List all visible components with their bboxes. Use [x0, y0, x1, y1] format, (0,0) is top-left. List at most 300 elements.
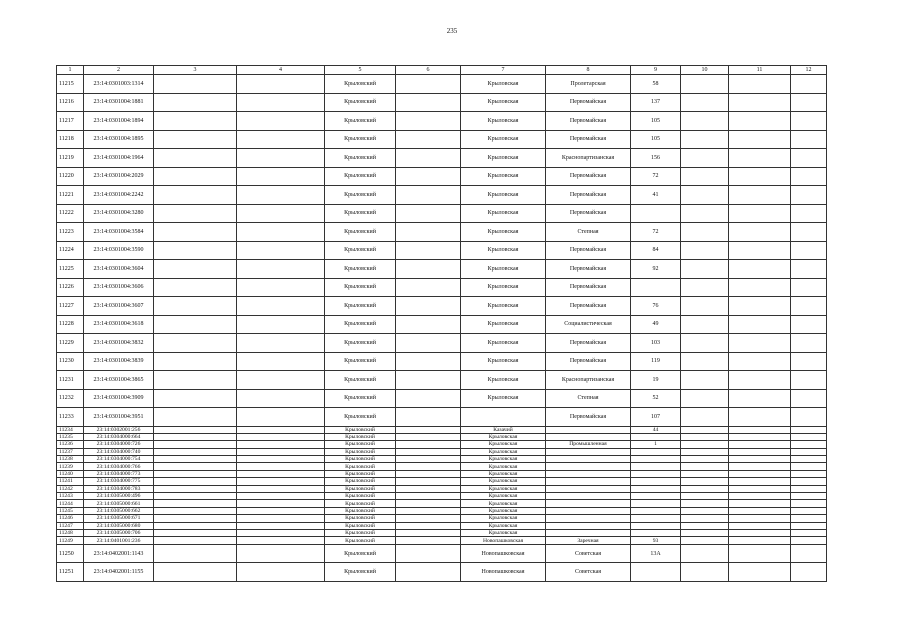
empty-cell	[396, 433, 461, 440]
row-number-cell: 11235	[57, 433, 84, 440]
settlement-cell: Крыловская	[461, 493, 546, 500]
cadastral-number-cell: 23:14:0305000:706	[84, 529, 154, 536]
empty-cell	[154, 500, 237, 507]
empty-cell	[396, 408, 461, 427]
empty-cell	[681, 167, 729, 186]
street-cell	[546, 515, 631, 522]
settlement-cell: Крыловская	[461, 297, 546, 316]
settlement-cell: Крыловская	[461, 529, 546, 536]
empty-cell	[396, 112, 461, 131]
empty-cell	[237, 537, 325, 544]
district-cell: Крыловский	[325, 441, 396, 448]
table-row	[57, 507, 827, 514]
house-number-cell: 119	[631, 352, 681, 371]
settlement-cell: Крыловская	[461, 278, 546, 297]
empty-cell	[681, 537, 729, 544]
row-number-cell: 11232	[57, 389, 84, 408]
empty-cell	[729, 186, 791, 205]
empty-cell	[154, 315, 237, 334]
settlement-cell: Крыловская	[461, 515, 546, 522]
district-cell: Крыловский	[325, 223, 396, 242]
empty-cell	[681, 493, 729, 500]
column-header: 7	[461, 66, 546, 75]
empty-cell	[729, 408, 791, 427]
empty-cell	[237, 433, 325, 440]
empty-cell	[791, 186, 827, 205]
empty-cell	[237, 371, 325, 390]
street-cell	[546, 470, 631, 477]
settlement-cell: Крыловская	[461, 204, 546, 223]
table-row	[57, 522, 827, 529]
cadastral-number-cell: 23:14:0304000:664	[84, 433, 154, 440]
empty-cell	[396, 204, 461, 223]
empty-cell	[681, 315, 729, 334]
empty-cell	[154, 529, 237, 536]
row-number-cell: 11220	[57, 167, 84, 186]
table-row	[57, 500, 827, 507]
street-cell	[546, 448, 631, 455]
empty-cell	[729, 441, 791, 448]
empty-cell	[791, 515, 827, 522]
empty-cell	[237, 278, 325, 297]
empty-cell	[237, 93, 325, 112]
empty-cell	[396, 493, 461, 500]
empty-cell	[729, 334, 791, 353]
empty-cell	[237, 563, 325, 582]
row-number-cell: 11237	[57, 448, 84, 455]
empty-cell	[791, 241, 827, 260]
empty-cell	[791, 334, 827, 353]
row-number-cell: 11217	[57, 112, 84, 131]
street-cell: Степная	[546, 223, 631, 242]
house-number-cell: 58	[631, 75, 681, 94]
house-number-cell	[631, 563, 681, 582]
row-number-cell: 11228	[57, 315, 84, 334]
empty-cell	[154, 485, 237, 492]
cadastral-number-cell: 23:14:0301004:1895	[84, 130, 154, 149]
street-cell	[546, 500, 631, 507]
empty-cell	[791, 426, 827, 433]
row-number-cell: 11222	[57, 204, 84, 223]
column-header: 8	[546, 66, 631, 75]
street-cell: Первомайская	[546, 408, 631, 427]
cadastral-number-cell: 23:14:0301004:1881	[84, 93, 154, 112]
street-cell	[546, 433, 631, 440]
empty-cell	[791, 463, 827, 470]
house-number-cell	[631, 515, 681, 522]
house-number-cell	[631, 456, 681, 463]
empty-cell	[154, 297, 237, 316]
house-number-cell: 137	[631, 93, 681, 112]
empty-cell	[154, 389, 237, 408]
house-number-cell: 92	[631, 260, 681, 279]
house-number-cell: 19	[631, 371, 681, 390]
row-number-cell: 11244	[57, 500, 84, 507]
empty-cell	[396, 315, 461, 334]
table-row	[57, 493, 827, 500]
empty-cell	[729, 507, 791, 514]
settlement-cell: Крыловская	[461, 241, 546, 260]
row-number-cell: 11247	[57, 522, 84, 529]
empty-cell	[681, 485, 729, 492]
cadastral-number-cell: 23:14:0402001:1143	[84, 544, 154, 563]
street-cell: Краснопартизанская	[546, 371, 631, 390]
empty-cell	[237, 352, 325, 371]
district-cell: Крыловский	[325, 456, 396, 463]
street-cell: Краснопартизанская	[546, 149, 631, 168]
street-cell	[546, 529, 631, 536]
column-header: 10	[681, 66, 729, 75]
empty-cell	[396, 167, 461, 186]
empty-cell	[729, 315, 791, 334]
house-number-cell: 1	[631, 441, 681, 448]
empty-cell	[237, 529, 325, 536]
district-cell: Крыловский	[325, 130, 396, 149]
empty-cell	[791, 130, 827, 149]
empty-cell	[791, 544, 827, 563]
empty-cell	[791, 470, 827, 477]
settlement-cell: Крыловская	[461, 371, 546, 390]
empty-cell	[681, 241, 729, 260]
empty-cell	[237, 544, 325, 563]
settlement-cell: Крыловская	[461, 478, 546, 485]
empty-cell	[154, 463, 237, 470]
district-cell: Крыловский	[325, 352, 396, 371]
empty-cell	[237, 478, 325, 485]
district-cell: Крыловский	[325, 522, 396, 529]
column-header: 2	[84, 66, 154, 75]
empty-cell	[729, 278, 791, 297]
row-number-cell: 11248	[57, 529, 84, 536]
settlement-cell: Крыловская	[461, 500, 546, 507]
cadastral-number-cell: 23:14:0301004:2242	[84, 186, 154, 205]
empty-cell	[154, 204, 237, 223]
row-number-cell: 11224	[57, 241, 84, 260]
empty-cell	[237, 223, 325, 242]
house-number-cell	[631, 493, 681, 500]
empty-cell	[791, 75, 827, 94]
table-row	[57, 389, 827, 408]
street-cell: Советская	[546, 544, 631, 563]
settlement-cell: Крыловская	[461, 463, 546, 470]
empty-cell	[791, 315, 827, 334]
settlement-cell: Новопашковская	[461, 537, 546, 544]
cadastral-number-cell: 23:14:0301004:3618	[84, 315, 154, 334]
settlement-cell: Крыловская	[461, 522, 546, 529]
empty-cell	[791, 478, 827, 485]
empty-cell	[154, 167, 237, 186]
cadastral-number-cell: 23:14:0301004:3606	[84, 278, 154, 297]
empty-cell	[681, 186, 729, 205]
empty-cell	[729, 130, 791, 149]
empty-cell	[237, 470, 325, 477]
row-number-cell: 11238	[57, 456, 84, 463]
settlement-cell: Крыловская	[461, 441, 546, 448]
column-header: 12	[791, 66, 827, 75]
row-number-cell: 11230	[57, 352, 84, 371]
district-cell: Крыловский	[325, 334, 396, 353]
empty-cell	[154, 515, 237, 522]
cadastral-number-cell: 23:14:0304000:726	[84, 441, 154, 448]
house-number-cell	[631, 470, 681, 477]
empty-cell	[154, 470, 237, 477]
cadastral-number-cell: 23:14:0301004:3839	[84, 352, 154, 371]
empty-cell	[791, 352, 827, 371]
street-cell: Первомайская	[546, 297, 631, 316]
house-number-cell	[631, 529, 681, 536]
empty-cell	[681, 278, 729, 297]
row-number-cell: 11227	[57, 297, 84, 316]
settlement-cell: Крыловская	[461, 149, 546, 168]
house-number-cell: 41	[631, 186, 681, 205]
empty-cell	[681, 371, 729, 390]
district-cell: Крыловский	[325, 112, 396, 131]
empty-cell	[396, 515, 461, 522]
empty-cell	[237, 167, 325, 186]
empty-cell	[729, 149, 791, 168]
house-number-cell: 76	[631, 297, 681, 316]
district-cell: Крыловский	[325, 167, 396, 186]
empty-cell	[396, 470, 461, 477]
empty-cell	[396, 507, 461, 514]
empty-cell	[681, 408, 729, 427]
empty-cell	[729, 515, 791, 522]
table-row	[57, 186, 827, 205]
settlement-cell: Новопашковская	[461, 563, 546, 582]
empty-cell	[237, 315, 325, 334]
row-number-cell: 11215	[57, 75, 84, 94]
house-number-cell: 49	[631, 315, 681, 334]
empty-cell	[681, 223, 729, 242]
street-cell: Первомайская	[546, 260, 631, 279]
cadastral-number-cell: 23:14:0305000:671	[84, 515, 154, 522]
settlement-cell: Крыловская	[461, 112, 546, 131]
empty-cell	[237, 441, 325, 448]
empty-cell	[396, 241, 461, 260]
cadastral-number-cell: 23:14:0301004:3832	[84, 334, 154, 353]
row-number-cell: 11240	[57, 470, 84, 477]
empty-cell	[396, 529, 461, 536]
table-row	[57, 563, 827, 582]
cadastral-number-cell: 23:14:0402001:1155	[84, 563, 154, 582]
district-cell: Крыловский	[325, 149, 396, 168]
empty-cell	[237, 463, 325, 470]
empty-cell	[237, 334, 325, 353]
empty-cell	[154, 507, 237, 514]
empty-cell	[681, 529, 729, 536]
street-cell: Первомайская	[546, 241, 631, 260]
settlement-cell: Крыловская	[461, 507, 546, 514]
table-row	[57, 112, 827, 131]
street-cell: Первомайская	[546, 204, 631, 223]
row-number-cell: 11251	[57, 563, 84, 582]
empty-cell	[791, 441, 827, 448]
row-number-cell: 11216	[57, 93, 84, 112]
district-cell: Крыловский	[325, 433, 396, 440]
settlement-cell: Крыловская	[461, 130, 546, 149]
district-cell: Крыловский	[325, 297, 396, 316]
table-row	[57, 371, 827, 390]
table-row	[57, 448, 827, 455]
house-number-cell: 13А	[631, 544, 681, 563]
district-cell: Крыловский	[325, 485, 396, 492]
empty-cell	[154, 112, 237, 131]
empty-cell	[154, 260, 237, 279]
empty-cell	[154, 563, 237, 582]
cadastral-number-cell: 23:14:0302001:256	[84, 426, 154, 433]
empty-cell	[791, 448, 827, 455]
column-header: 6	[396, 66, 461, 75]
district-cell: Крыловский	[325, 478, 396, 485]
table-row	[57, 408, 827, 427]
table-body	[57, 75, 827, 582]
table-row	[57, 537, 827, 544]
house-number-cell: 72	[631, 223, 681, 242]
cadastral-number-cell: 23:14:0304000:773	[84, 470, 154, 477]
district-cell: Крыловский	[325, 93, 396, 112]
house-number-cell	[631, 485, 681, 492]
empty-cell	[681, 130, 729, 149]
empty-cell	[154, 426, 237, 433]
empty-cell	[791, 204, 827, 223]
table-row	[57, 223, 827, 242]
row-number-cell: 11250	[57, 544, 84, 563]
empty-cell	[729, 167, 791, 186]
street-cell: Первомайская	[546, 352, 631, 371]
cadastral-number-cell: 23:14:0301004:3280	[84, 204, 154, 223]
empty-cell	[729, 500, 791, 507]
empty-cell	[681, 507, 729, 514]
empty-cell	[154, 75, 237, 94]
empty-cell	[396, 149, 461, 168]
cadastral-number-cell: 23:14:0304000:783	[84, 485, 154, 492]
street-cell	[546, 456, 631, 463]
empty-cell	[396, 522, 461, 529]
empty-cell	[396, 260, 461, 279]
empty-cell	[729, 433, 791, 440]
table-row	[57, 529, 827, 536]
empty-cell	[681, 260, 729, 279]
empty-cell	[237, 186, 325, 205]
row-number-cell: 11233	[57, 408, 84, 427]
cadastral-number-cell: 23:14:0301004:1894	[84, 112, 154, 131]
empty-cell	[729, 389, 791, 408]
column-header: 11	[729, 66, 791, 75]
empty-cell	[791, 149, 827, 168]
house-number-cell: 44	[631, 426, 681, 433]
empty-cell	[396, 426, 461, 433]
empty-cell	[729, 470, 791, 477]
cadastral-number-cell: 23:14:0301004:2029	[84, 167, 154, 186]
settlement-cell: Крыловская	[461, 456, 546, 463]
street-cell	[546, 493, 631, 500]
row-number-cell: 11223	[57, 223, 84, 242]
empty-cell	[791, 563, 827, 582]
table-row	[57, 485, 827, 492]
street-cell	[546, 485, 631, 492]
empty-cell	[681, 478, 729, 485]
empty-cell	[791, 500, 827, 507]
empty-cell	[791, 297, 827, 316]
street-cell: Первомайская	[546, 167, 631, 186]
empty-cell	[154, 433, 237, 440]
empty-cell	[791, 507, 827, 514]
cadastral-number-cell: 23:14:0401001:236	[84, 537, 154, 544]
empty-cell	[729, 448, 791, 455]
settlement-cell: Крыловская	[461, 260, 546, 279]
street-cell: Заречная	[546, 537, 631, 544]
row-number-cell: 11241	[57, 478, 84, 485]
cadastral-number-cell: 23:14:0304000:740	[84, 448, 154, 455]
empty-cell	[729, 223, 791, 242]
cadastral-number-cell: 23:14:0301004:3909	[84, 389, 154, 408]
empty-cell	[681, 433, 729, 440]
empty-cell	[237, 297, 325, 316]
empty-cell	[681, 112, 729, 131]
empty-cell	[154, 493, 237, 500]
cadastral-number-cell: 23:14:0301004:3590	[84, 241, 154, 260]
settlement-cell: Крыловская	[461, 186, 546, 205]
empty-cell	[237, 75, 325, 94]
empty-cell	[237, 500, 325, 507]
empty-cell	[396, 297, 461, 316]
empty-cell	[729, 493, 791, 500]
empty-cell	[681, 463, 729, 470]
empty-cell	[396, 441, 461, 448]
empty-cell	[681, 470, 729, 477]
empty-cell	[791, 389, 827, 408]
street-cell: Первомайская	[546, 334, 631, 353]
row-number-cell: 11229	[57, 334, 84, 353]
table-row	[57, 130, 827, 149]
empty-cell	[681, 93, 729, 112]
empty-cell	[237, 389, 325, 408]
empty-cell	[729, 260, 791, 279]
district-cell: Крыловский	[325, 529, 396, 536]
empty-cell	[396, 448, 461, 455]
empty-cell	[154, 544, 237, 563]
empty-cell	[681, 544, 729, 563]
empty-cell	[681, 149, 729, 168]
district-cell: Крыловский	[325, 389, 396, 408]
settlement-cell: Крыловская	[461, 93, 546, 112]
empty-cell	[237, 515, 325, 522]
empty-cell	[237, 130, 325, 149]
column-header: 4	[237, 66, 325, 75]
empty-cell	[396, 334, 461, 353]
empty-cell	[396, 563, 461, 582]
house-number-cell: 105	[631, 130, 681, 149]
row-number-cell: 11221	[57, 186, 84, 205]
house-number-cell	[631, 433, 681, 440]
empty-cell	[729, 485, 791, 492]
empty-cell	[791, 260, 827, 279]
house-number-cell: 105	[631, 112, 681, 131]
row-number-cell: 11234	[57, 426, 84, 433]
empty-cell	[237, 507, 325, 514]
empty-cell	[729, 371, 791, 390]
empty-cell	[396, 186, 461, 205]
table-row	[57, 426, 827, 433]
table-row	[57, 315, 827, 334]
empty-cell	[154, 478, 237, 485]
empty-cell	[729, 75, 791, 94]
empty-cell	[237, 112, 325, 131]
house-number-cell	[631, 500, 681, 507]
district-cell: Крыловский	[325, 448, 396, 455]
row-number-cell: 11225	[57, 260, 84, 279]
empty-cell	[681, 563, 729, 582]
